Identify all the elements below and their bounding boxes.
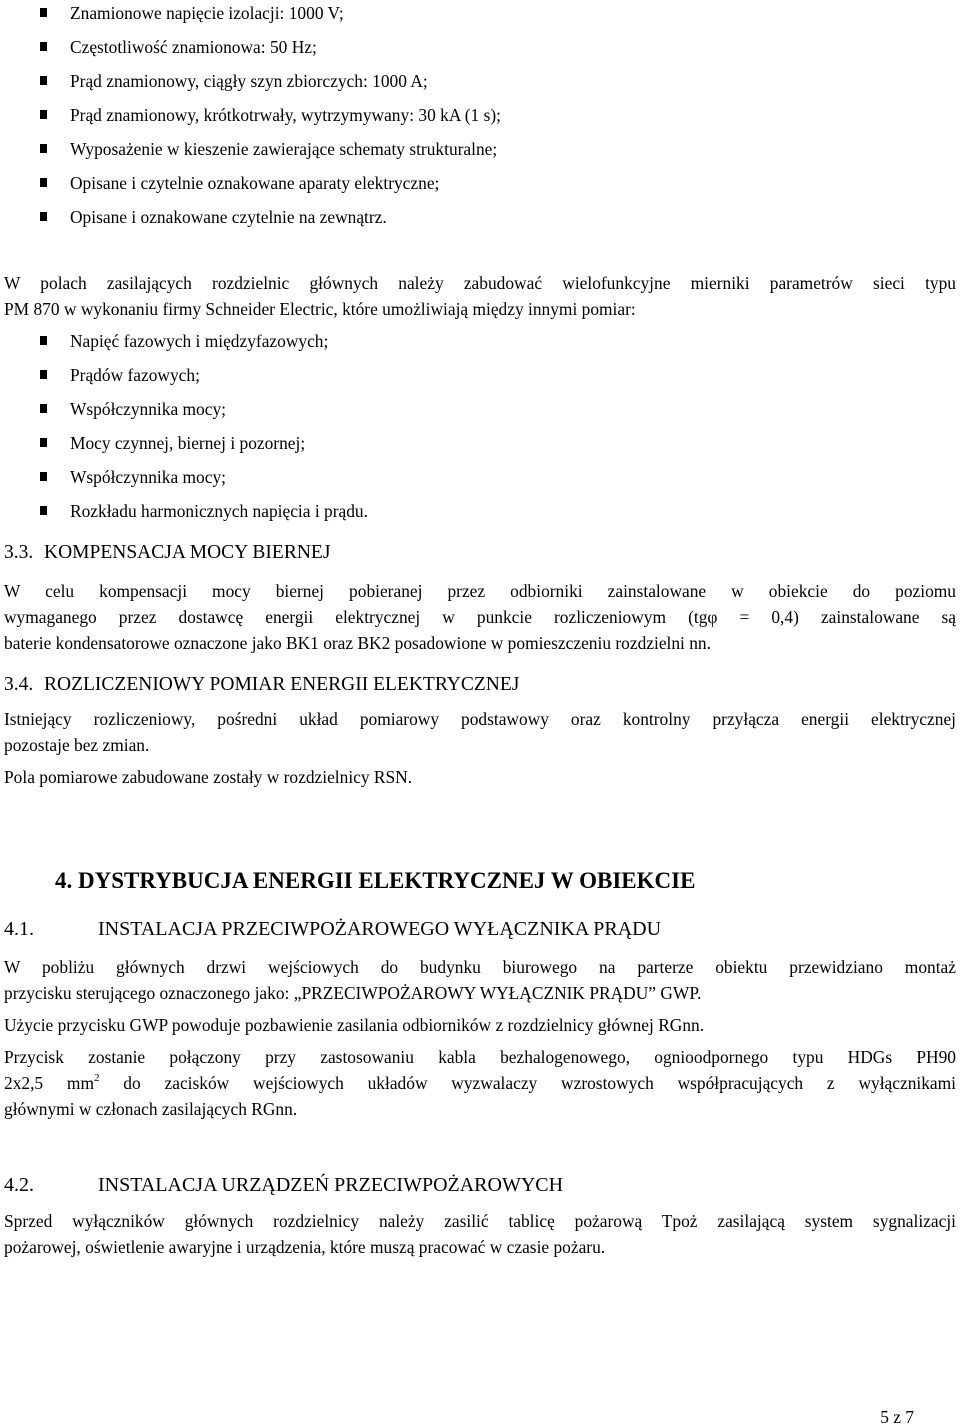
list-item: Prąd znamionowy, krótkotrwały, wytrzymywany: 30 kA (1 s); <box>0 104 940 128</box>
section-heading-3-4: 3.4. ROZLICZENIOWY POMIAR ENERGII ELEKTRYCZNEJ <box>4 674 520 695</box>
bullet-icon <box>40 404 47 413</box>
bullet-icon <box>40 336 47 345</box>
page-number: 5 z 7 <box>880 1407 914 1427</box>
section-heading-4-1: 4.1. INSTALACJA PRZECIWPOŻAROWEGO WYŁĄCZNIKA PRĄDU <box>4 918 662 940</box>
list-item: Napięć fazowych i międzyfazowych; <box>0 330 940 354</box>
list-item: Prąd znamionowy, ciągły szyn zbiorczych: 1000 A; <box>0 70 940 94</box>
fire-switch-paragraph: W pobliżu głównych drzwi wejściowych do budynku biurowego na parterze obiektu przewidziano montaż przycisku sterującego oznaczonego jako: „PRZECIWPOŻAROWY WYŁĄCZNIK PRĄDU” GWP. <box>4 957 956 1003</box>
list-item: Opisane i oznakowane czytelnie na zewnątrz. <box>0 206 940 230</box>
list-item: Opisane i czytelnie oznakowane aparaty elektryczne; <box>0 172 940 196</box>
list-item: Prądów fazowych; <box>0 364 940 388</box>
cable-paragraph: Przycisk zostanie połączony przy zastosowaniu kabla bezhalogenowego, ognioodpornego typu HDGs PH90 2x2,5 $mm^2$ do zacisków wejściowych układów wyzwalaczy wzrostowych współpracujących z wyłącznikami głównymi w członach zasilających RGnn. <box>4 1047 956 1119</box>
section-heading-4-2: 4.2. INSTALACJA URZĄDZEŃ PRZECIWPOŻAROWYCH <box>4 1174 564 1196</box>
list-item: Współczynnika mocy; <box>0 466 940 490</box>
list-item: Rozkładu harmonicznych napięcia i prądu. <box>0 500 940 524</box>
bullet-icon <box>40 110 47 119</box>
section-heading-3-3: 3.3. KOMPENSACJA MOCY BIERNEJ <box>4 542 331 563</box>
gwp-usage-paragraph: Użycie przycisku GWP powoduje pozbawienie zasilania odbiorników z rozdzielnicy głównej RGnn. <box>4 1015 705 1035</box>
bullet-icon <box>40 76 47 85</box>
bullet-icon <box>40 370 47 379</box>
bullet-icon <box>40 472 47 481</box>
bullet-icon <box>40 8 47 17</box>
metering-paragraph: Istniejący rozliczeniowy, pośredni układ pomiarowy podstawowy oraz kontrolny przyłącza energii elektrycznej pozostaje bez zmian. <box>4 709 956 755</box>
list-item: Współczynnika mocy; <box>0 398 940 422</box>
list-item: Mocy czynnej, biernej i pozornej; <box>0 432 940 456</box>
bullet-icon <box>40 178 47 187</box>
metering-fields-paragraph: Pola pomiarowe zabudowane zostały w rozdzielnicy RSN. <box>4 767 413 787</box>
fire-devices-paragraph: Sprzed wyłączników głównych rozdzielnicy należy zasilić tablicę pożarową Tpoż zasilającą system sygnalizacji pożarowej, oświetlenie awaryjne i urządzenia, które muszą pracować w czasie pożaru. <box>4 1211 956 1257</box>
bullet-icon <box>40 506 47 515</box>
meters-paragraph: W polach zasilających rozdzielnic głównych należy zabudować wielofunkcyjne mierniki parametrów sieci typu PM 870 w wykonaniu firmy Schneider Electric, które umożliwiają między innymi pomiar: <box>4 273 956 319</box>
bullet-icon <box>40 144 47 153</box>
chapter-heading-4: 4. DYSTRYBUCJA ENERGII ELEKTRYCZNEJ W OBIEKCIE <box>55 868 696 893</box>
bullet-icon <box>40 438 47 447</box>
list-item: Znamionowe napięcie izolacji: 1000 V; <box>0 2 940 26</box>
list-item: Częstotliwość znamionowa: 50 Hz; <box>0 36 940 60</box>
bullet-icon <box>40 212 47 221</box>
list-item: Wyposażenie w kieszenie zawierające schematy strukturalne; <box>0 138 940 162</box>
cable-line-2: 2x2,5 $mm^2$ do zacisków wejściowych układów wyzwalaczy wzrostowych współpracujących z wyłącznikami <box>4 1072 956 1093</box>
bullet-icon <box>40 42 47 51</box>
compensation-paragraph: W celu kompensacji mocy biernej pobieranej przez odbiorniki zainstalowane w obiekcie do poziomu wymaganego przez dostawcę energii elektrycznej w punkcie rozliczeniowym (tgφ = 0,4) zainstalowane są baterie kondensatorowe oznaczone jako BK1 oraz BK2 posadowione w pomieszczeniu rozdzielni nn. <box>4 581 956 653</box>
